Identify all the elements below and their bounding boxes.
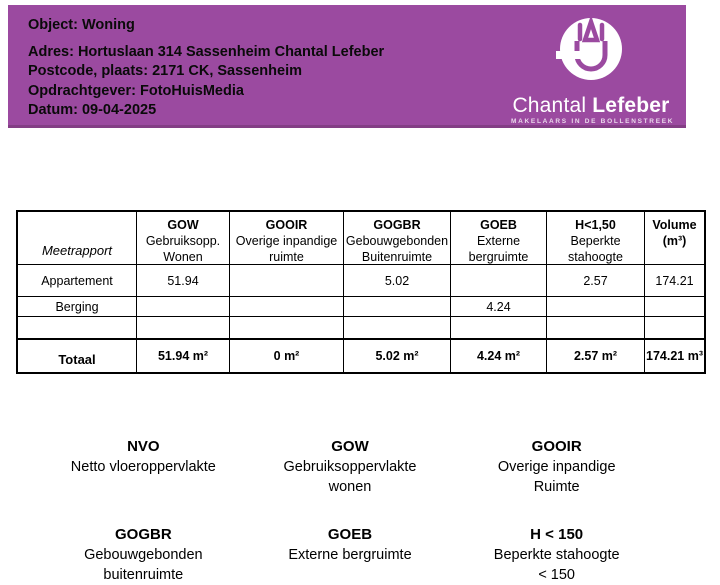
table-cell: 5.02 [344,265,451,296]
table-cell [344,297,451,316]
table-header-row [18,212,704,264]
property-info [28,16,384,121]
total-cell: 4.24 m² [451,340,547,372]
object-line: Object: Woning [28,17,135,33]
table-row-empty [18,316,704,338]
table-cell: 51.94 [137,265,230,296]
legend-item-gogbr: GOGBR Gebouwgebonden buitenruimte [84,526,203,583]
legend-item-goeb: GOEB Externe bergruimte [288,526,412,563]
table-cell: 4.24 [451,297,547,316]
total-label: Totaal [18,340,137,372]
table-cell [137,317,230,338]
row-label: Berging [18,297,137,316]
legend-item-gow: GOW Gebruiksoppervlakte wonen [283,438,417,495]
total-cell: 174.21 m³ [646,349,703,363]
column-header-volume: Volume (m³) [652,218,697,248]
row-label: Appartement [18,265,137,296]
total-cell: 2.57 m² [547,340,645,372]
table-cell [451,317,547,338]
table-cell [547,317,645,338]
logo-wordmark [511,94,671,118]
table-corner-label: Meetrapport [18,212,137,264]
table-cell [137,297,230,316]
column-header-gow: GOW Gebruiksopp. Wonen [137,212,230,264]
total-cell: 5.02 m² [344,340,451,372]
abbreviation-legend [40,437,660,585]
meetrapport-table [16,210,706,374]
logo-tagline: MAKELAARS IN DE BOLLENSTREEK [511,118,675,125]
postcode-line: Postcode, plaats: 2171 CK, Sassenheim [28,63,302,79]
table-cell [230,297,344,316]
table-cell [645,297,704,316]
legend-item-gooir: GOOIR Overige inpandige Ruimte [497,438,616,495]
table-cell: 174.21 [655,273,694,288]
table-row-totaal [18,338,704,372]
table-row-appartement [18,264,704,296]
table-cell [230,317,344,338]
row-label [18,317,137,338]
table-cell [344,317,451,338]
table-cell [547,297,645,316]
legend-item-nvo: NVO Netto vloeroppervlakte [70,438,216,475]
column-header-gooir: GOOIR Overige inpandige ruimte [230,212,344,264]
table-row-berging [18,296,704,316]
column-header-h150: H<1,50 Beperkte stahoogte [547,212,645,264]
table-cell [230,265,344,296]
column-header-goeb: GOEB Externe bergruimte [451,212,547,264]
table-cell: 2.57 [547,265,645,296]
table-cell [451,265,547,296]
table-cell [645,317,704,338]
legend-row-1 [40,437,660,497]
header-banner [8,5,686,128]
total-cell: 51.94 m² [137,340,230,372]
chantal-lefeber-logo [511,5,687,128]
logo-name-regular: Chantal [512,94,587,117]
legend-row-2 [40,525,660,585]
opdrachtgever-line: Opdrachtgever: FotoHuisMedia [28,82,244,99]
logo-name-bold: Lefeber [592,94,670,117]
address-line: Adres: Hortuslaan 314 Sassenheim Chantal Lefeber [28,43,385,60]
date-line: Datum: 09-04-2025 [28,102,157,118]
column-header-gogbr: GOGBR Gebouwgebonden Buitenruimte [344,212,451,264]
total-cell: 0 m² [230,340,344,372]
legend-item-h150: H < 150 Beperkte stahoogte < 150 [493,526,620,583]
tulip-icon [511,5,671,95]
